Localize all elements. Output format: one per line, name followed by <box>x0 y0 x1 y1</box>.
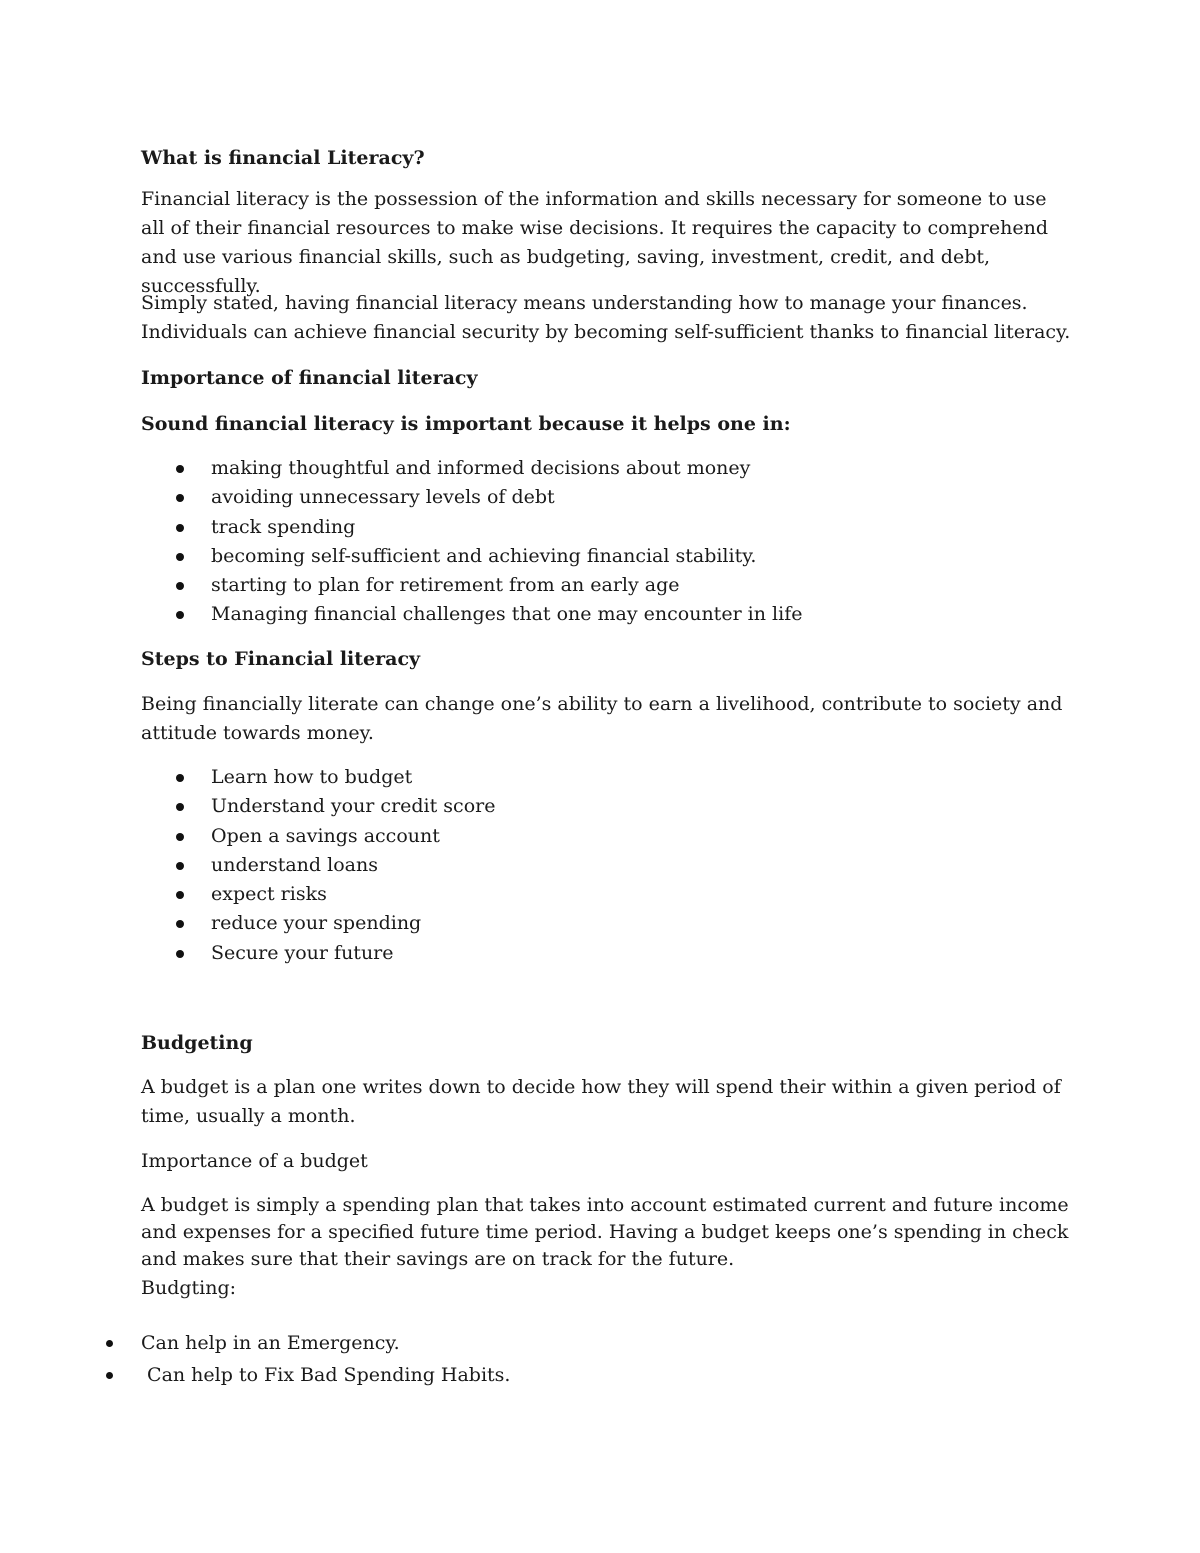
bullet-icon <box>176 494 184 502</box>
list-item <box>141 909 495 938</box>
list-item <box>141 939 495 968</box>
paragraph-budget-definition: A budget is a plan one writes down to decide how they will spend their within a given period of time, usually a month. <box>141 1076 1061 1127</box>
list-item <box>100 1327 510 1359</box>
list-budgting-benefits <box>100 1327 510 1391</box>
list-item-text: Managing financial challenges that one may encounter in life <box>211 603 803 626</box>
list-item <box>141 600 802 629</box>
list-item <box>141 792 495 821</box>
list-item <box>141 851 495 880</box>
bullet-icon <box>176 774 184 782</box>
bullet-icon <box>106 1340 113 1347</box>
list-steps <box>141 763 495 968</box>
paragraph-definition: Financial literacy is the possession of the information and skills necessary for someone to use all of their financial resources to make wise decisions. It requires the capacity to comprehend and use various financial skills, such as budgeting, saving, investment, credit, and debt, successfully. <box>141 188 1048 297</box>
list-item <box>141 880 495 909</box>
bullet-icon <box>176 862 184 870</box>
paragraph-being-financially-literate: Being financially literate can change one’s ability to earn a livelihood, contribute to society and attitude towards money. <box>141 693 1063 744</box>
list-item-text: Can help in an Emergency. <box>141 1332 400 1354</box>
paragraph-spending-plan: A budget is simply a spending plan that takes into account estimated current and future income and expenses for a specified future time period. Having a budget keeps one’s spending in check and makes sure that their savings are on track for the future. <box>141 1194 1069 1270</box>
list-item-text: making thoughtful and informed decisions about money <box>211 457 751 479</box>
list-item <box>141 542 802 571</box>
heading-what-is-financial-literacy: What is financial Literacy? <box>141 147 425 169</box>
bullet-icon <box>176 833 184 841</box>
list-item-text: Can help to Fix Bad Spending Habits. <box>141 1364 511 1386</box>
bullet-icon <box>176 553 184 561</box>
list-item-text: Secure your future <box>211 941 394 964</box>
list-item-text: Understand your credit score <box>211 795 496 818</box>
bullet-icon <box>176 803 184 811</box>
paragraph-simply-stated: Simply stated, having financial literacy means understanding how to manage your finances. Individuals can achieve financial security by becoming self-sufficient thanks to financial literacy. <box>141 292 1071 343</box>
heading-sound-financial-literacy: Sound financial literacy is important because it helps one in: <box>141 413 791 435</box>
bullet-icon <box>176 582 184 590</box>
bullet-icon <box>176 920 184 928</box>
bullet-icon <box>176 524 184 532</box>
heading-steps-to-financial-literacy: Steps to Financial literacy <box>141 648 421 670</box>
bullet-icon <box>176 611 184 619</box>
list-item <box>141 483 802 512</box>
list-item <box>141 454 802 483</box>
list-item-text: Open a savings account <box>211 824 440 847</box>
list-item-text: understand loans <box>211 853 378 876</box>
list-item <box>141 822 495 851</box>
bullet-icon <box>176 950 184 958</box>
list-item-text: avoiding unnecessary levels of debt <box>211 486 555 509</box>
heading-budgeting: Budgeting <box>141 1032 253 1054</box>
subheading-importance-of-a-budget: Importance of a budget <box>141 1150 368 1172</box>
heading-importance-of-financial-literacy: Importance of financial literacy <box>141 367 478 389</box>
list-item-text: track spending <box>211 515 356 538</box>
list-item-text: reduce your spending <box>211 912 422 935</box>
list-item <box>100 1359 510 1391</box>
bullet-icon <box>106 1372 113 1379</box>
bullet-icon <box>176 465 184 473</box>
list-item-text: becoming self-sufficient and achieving financial stability. <box>211 544 757 567</box>
list-item-text: starting to plan for retirement from an early age <box>211 574 680 597</box>
list-benefits <box>141 454 802 630</box>
list-item-text: expect risks <box>211 883 327 906</box>
list-item <box>141 763 495 792</box>
list-item-text: Learn how to budget <box>211 766 413 788</box>
paragraph-budgting-label: Budgting: <box>141 1277 237 1299</box>
list-item <box>141 571 802 600</box>
bullet-icon <box>176 891 184 899</box>
list-item <box>141 513 802 542</box>
